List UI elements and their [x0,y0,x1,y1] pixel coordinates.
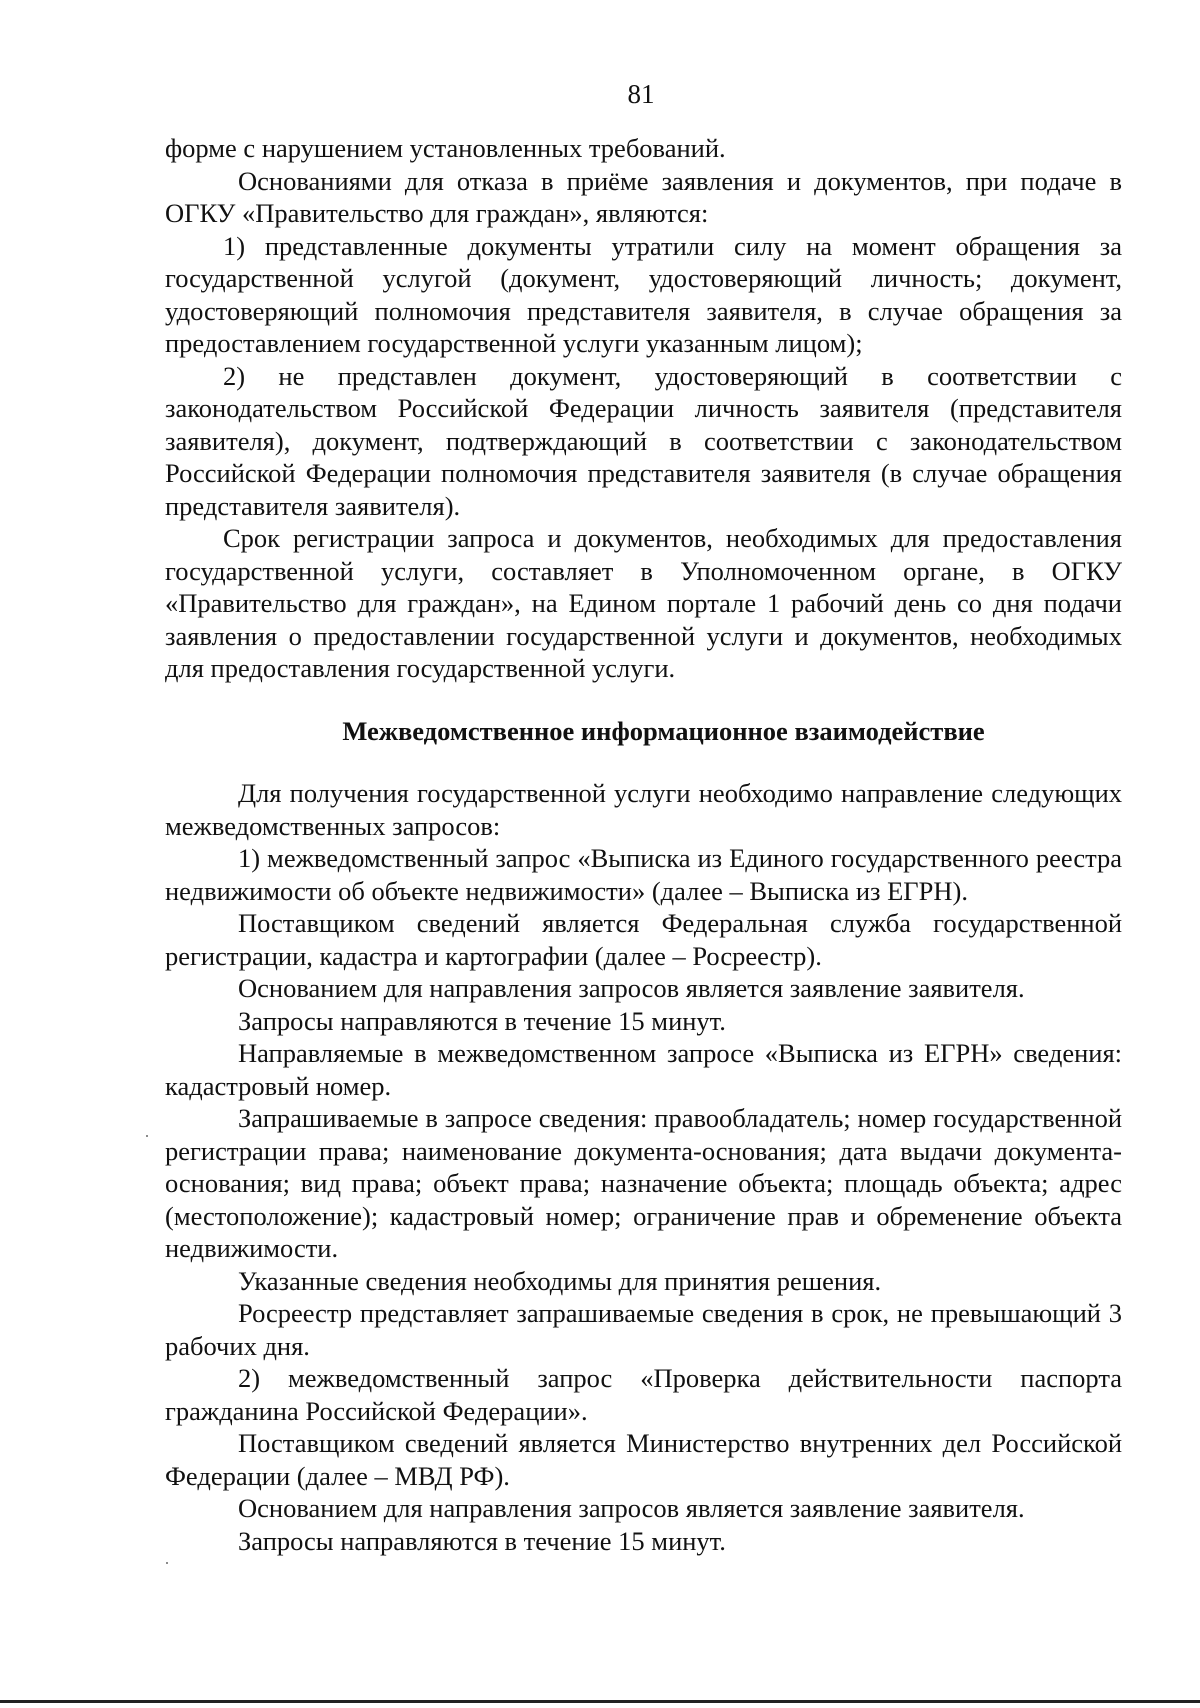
paragraph: форме с нарушением установленных требований. [165,133,726,163]
scan-speck [166,1562,168,1564]
paragraph: Для получения государственной услуги необходимо направление следующих межведомственных запросов: [165,778,1122,841]
paragraph: Запрашиваемые в запросе сведения: правообладатель; номер государственной регистрации права; наименование документа-основания; дата выдачи документа-основания; вид права; объект права; назначение объекта; площадь объекта; адрес (местоположение); кадастровый номер; ограничение прав и обременение объекта недвижимости. [165,1103,1122,1263]
paragraph: Росреестр представляет запрашиваемые сведения в срок, не превышающий 3 рабочих дня. [165,1298,1122,1361]
list-item: 1) межведомственный запрос «Выписка из Единого государственного реестра недвижимости об объекте недвижимости» (далее – Выписка из ЕГРН). [165,843,1122,906]
paragraph: Основанием для направления запросов является заявление заявителя. [238,1493,1025,1523]
paragraph: Срок регистрации запроса и документов, необходимых для предоставления государственной услуги, составляет в Уполномоченном органе, в ОГКУ «Правительство для граждан», на Едином портале 1 рабочий день со дня подачи заявления о предоставлении государственной услуги и документов, необходимых для предоставления государственной услуги. [165,523,1122,683]
document-body [165,132,1122,1557]
section-heading: Межведомственное информационное взаимодействие [342,715,985,746]
paragraph: Поставщиком сведений является Министерство внутренних дел Российской Федерации (далее – МВД РФ). [165,1428,1122,1491]
paragraph: Поставщиком сведений является Федеральная служба государственной регистрации, кадастра и картографии (далее – Росреестр). [165,908,1122,971]
page-number: 81 [627,79,655,109]
paragraph: Направляемые в межведомственном запросе «Выписка из ЕГРН» сведения: кадастровый номер. [165,1038,1122,1101]
paragraph: Основанием для направления запросов является заявление заявителя. [238,973,1025,1003]
list-item: 2) межведомственный запрос «Проверка действительности паспорта гражданина Российской Федерации». [165,1363,1122,1426]
list-item: 1) представленные документы утратили силу на момент обращения за государственной услугой (документ, удостоверяющий личность; документ, удостоверяющий полномочия представителя заявителя, в случае обращения за предоставлением государственной услуги указанным лицом); [165,230,1122,358]
list-item: 2) не представлен документ, удостоверяющий в соответствии с законодательством Российской Федерации личность заявителя (представителя заявителя), документ, подтверждающий в соответствии с законодательством Российской Федерации полномочия представителя заявителя (в случае обращения представителя заявителя). [165,360,1122,521]
scan-bottom-edge [0,1700,1200,1703]
paragraph: Основаниями для отказа в приёме заявления и документов, при подаче в ОГКУ «Правительство для граждан», являются: [165,165,1122,228]
paragraph: Запросы направляются в течение 15 минут. [238,1525,726,1556]
paragraph: Указанные сведения необходимы для принятия решения. [238,1265,882,1296]
scan-speck [146,1135,148,1137]
paragraph: Запросы направляются в течение 15 минут. [238,1005,726,1036]
